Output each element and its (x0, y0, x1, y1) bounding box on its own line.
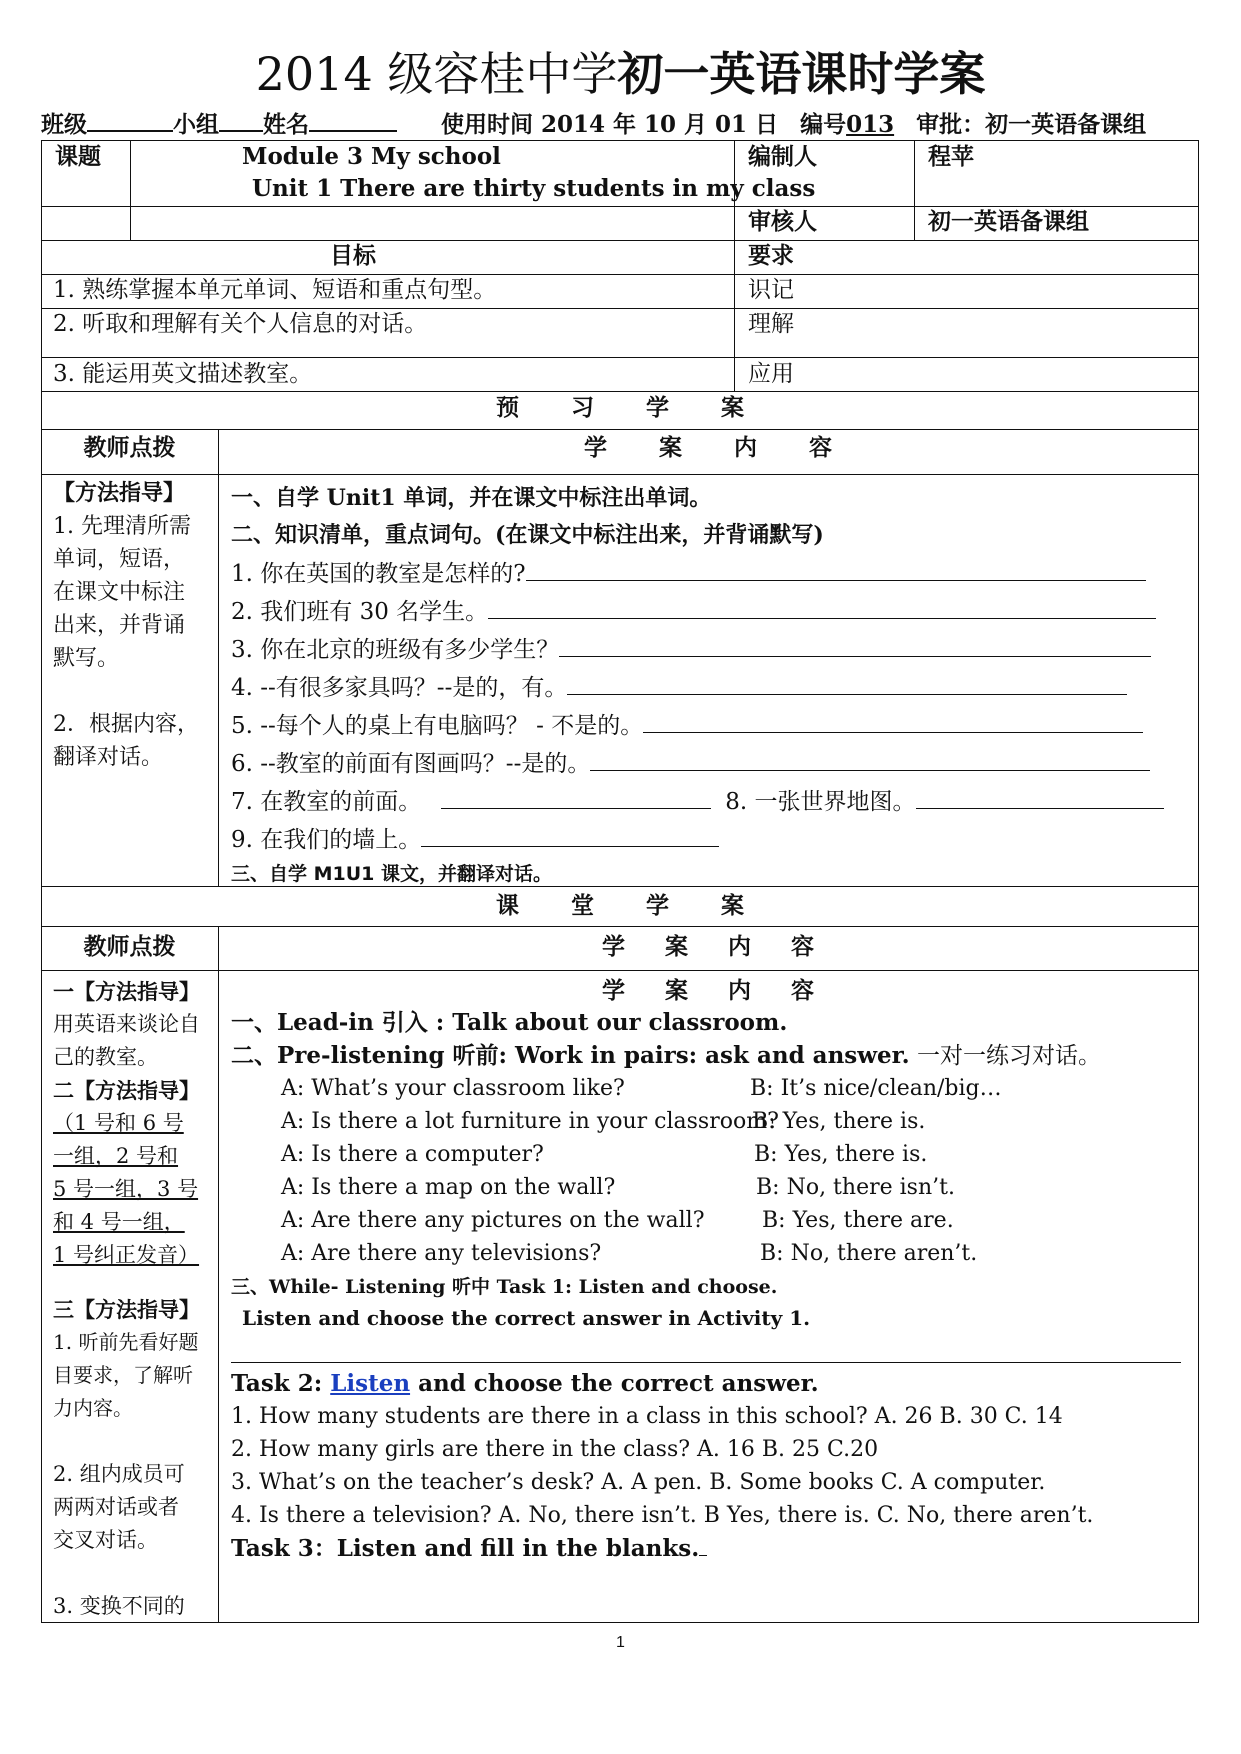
group-field[interactable] (219, 106, 263, 132)
dialog-2-a: A: Is there a lot furniture in your classroom? (281, 1109, 779, 1134)
preview-q6: 6. --教室的前面有图画吗？--是的。 (231, 751, 591, 777)
while-listening-text: 三、While- Listening 听中 Task 1: Listen and choose. (231, 1276, 778, 1298)
classroom-method-3g: 交叉对话。 (53, 1528, 158, 1552)
question-4: 4. Is there a television? A. No, there isn’t. B Yes, there is. C. No, there aren’t. (231, 1503, 1094, 1528)
dialog-5-b: B: Yes, there are. (762, 1208, 954, 1233)
goal-label: 目标 (330, 242, 376, 269)
dialog-1-b: B: It’s nice/clean/big… (750, 1076, 1002, 1101)
preview-q7: 7. 在教室的前面。 (231, 789, 422, 815)
reviewer-value: 初一英语备课组 (928, 208, 1089, 235)
preview-method-7: 2．根据内容， (53, 712, 199, 737)
classroom-method-2b: 一组，2 号和 (53, 1144, 179, 1168)
listen-link[interactable]: Listen (330, 1370, 411, 1397)
classroom-method-1b: 己的教室。 (53, 1045, 158, 1069)
name-field[interactable] (309, 106, 397, 132)
preview-q7-row (231, 786, 1164, 818)
dialog-6-b: B: No, there aren’t. (760, 1241, 978, 1266)
topic-label: 课题 (55, 143, 101, 170)
goal-3: 3. 能运用英文描述教室。 (53, 361, 313, 387)
preview-q1-blank[interactable] (526, 558, 1146, 581)
dialog-2-b: B: Yes, there is. (752, 1109, 926, 1134)
preview-q5-row (231, 710, 1143, 742)
preview-q1: 1. 你在英国的教室是怎样的? (231, 561, 526, 587)
preview-q5-blank[interactable] (643, 710, 1143, 733)
dialog-4-b: B: No, there isn’t. (756, 1175, 955, 1200)
author-value: 程苹 (928, 143, 974, 170)
preview-q9-blank[interactable] (421, 824, 719, 847)
classroom-method-2d: 和 4 号一组， (53, 1210, 185, 1234)
preview-method-2: 单词，短语， (53, 547, 186, 572)
class-field[interactable] (87, 106, 173, 132)
goal-1: 1. 熟练掌握本单元单词、短语和重点句型。 (53, 277, 497, 303)
preview-q4-row (231, 672, 1127, 704)
while-listening-instruction: Listen and choose the correct answer in Activity 1. (242, 1306, 811, 1330)
classroom-method-2a: （1 号和 6 号 (53, 1111, 184, 1135)
dialog-6-a: A: Are there any televisions? (281, 1241, 602, 1266)
classroom-method-3c: 力内容。 (53, 1396, 133, 1420)
goal-1-req: 识记 (748, 277, 794, 303)
classroom-method-heading-1: 一【方法指导】 (53, 979, 200, 1004)
preview-q8-blank[interactable] (916, 786, 1164, 809)
classroom-method-3f: 两两对话或者 (53, 1495, 179, 1519)
approval-text: 审批：初一英语备课组 (916, 111, 1147, 138)
preview-item-3: 三、自学 M1U1 课文，并翻译对话。 (231, 863, 553, 885)
author-label: 编制人 (748, 143, 817, 170)
preview-teacher-label: 教师点拨 (83, 434, 176, 461)
answer-line[interactable] (231, 1362, 1181, 1363)
group-label: 小组 (173, 111, 219, 138)
classroom-method-3i: 3. 变换不同的 (53, 1594, 185, 1618)
preview-q6-row (231, 748, 1150, 780)
preview-method-4: 出来，并背诵 (53, 613, 186, 638)
dialog-3-b: B: Yes, there is. (754, 1142, 928, 1167)
classroom-method-1a: 用英语来谈论自 (53, 1012, 200, 1036)
topic-line-1: Module 3 My school (242, 143, 501, 170)
dialog-1-a: A: What’s your classroom like? (281, 1076, 625, 1101)
classroom-method-3a: 1. 听前先看好题 (53, 1330, 199, 1354)
name-label: 姓名 (263, 111, 309, 138)
preview-method-3: 在课文中标注 (53, 580, 186, 605)
preview-method-8: 翻译对话。 (53, 745, 164, 770)
preview-q3: 3. 你在北京的班级有多少学生？ (231, 637, 560, 663)
dialog-5-a: A: Are there any pictures on the wall? (281, 1208, 705, 1233)
goal-3-req: 应用 (748, 361, 794, 387)
classroom-method-2c: 5 号一组，3 号 (53, 1177, 199, 1201)
preview-q4: 4. --有很多家具吗？--是的，有。 (231, 675, 568, 701)
preview-method-heading: 【方法指导】 (53, 480, 186, 506)
class-label: 班级 (41, 111, 87, 138)
question-3: 3. What’s on the teacher’s desk? A. A pen. B. Some books C. A computer. (231, 1470, 1046, 1495)
classroom-content-label: 学案内容 (602, 933, 854, 960)
classroom-method-3e: 2. 组内成员可 (53, 1462, 185, 1486)
dialog-3-a: A: Is there a computer? (281, 1142, 544, 1167)
page-title: 2014 级容桂中学初一英语课时学案 (255, 47, 986, 101)
preview-content-label: 学案内容 (584, 434, 884, 461)
goal-2: 2. 听取和理解有关个人信息的对话。 (53, 311, 428, 337)
preview-q3-blank[interactable] (559, 634, 1151, 657)
preview-q2: 2. 我们班有 30 名学生。 (231, 599, 489, 625)
reviewer-label: 审核人 (748, 208, 817, 235)
preview-item-2: 二、知识清单，重点词句。(在课文中标注出来，并背诵默写) (231, 522, 824, 548)
preview-q3-row (231, 634, 1151, 666)
preview-q6-blank[interactable] (590, 748, 1150, 771)
preview-item-1: 一、自学 Unit1 单词，并在课文中标注出单词。 (231, 485, 712, 511)
preview-q2-blank[interactable] (488, 596, 1156, 619)
preview-q8: 8. 一张世界地图。 (725, 789, 916, 815)
question-1: 1. How many students are there in a class in this school? A. 26 B. 30 C. 14 (231, 1404, 1063, 1429)
topic-line-2: Unit 1 There are thirty students in my class (252, 175, 816, 202)
classroom-teacher-label: 教师点拨 (83, 933, 176, 960)
pre-listening-text: 二、Pre-listening 听前: Work in pairs: ask and answer. (231, 1042, 910, 1069)
task-2-heading: Task 2: Listen and choose the correct answer. (231, 1370, 819, 1397)
preview-method-5: 默写。 (53, 646, 120, 671)
pre-listening-note: 一对一练习对话。 (917, 1043, 1101, 1069)
classroom-method-heading-2: 二【方法指导】 (53, 1078, 200, 1103)
number-value: 013 (846, 111, 895, 138)
goal-2-req: 理解 (748, 311, 794, 337)
number-label: 编号 (800, 111, 847, 138)
dialog-4-a: A: Is there a map on the wall? (281, 1175, 616, 1200)
lead-in-text: 一、Lead-in 引入 : Talk about our classroom. (231, 1009, 788, 1036)
preview-q4-blank[interactable] (567, 672, 1127, 695)
preview-q2-row (231, 596, 1156, 628)
preview-method-1: 1. 先理清所需 (53, 514, 191, 539)
classroom-method-3b: 目要求，了解听 (53, 1363, 193, 1387)
pre-listening-row (231, 1040, 1101, 1072)
preview-q5: 5. --每个人的桌上有电脑吗？ - 不是的。 (231, 713, 644, 739)
date-text: 使用时间 2014 年 10 月 01 日 (441, 111, 779, 138)
classroom-inner-label: 学案内容 (602, 977, 854, 1004)
preview-q9: 9. 在我们的墙上。 (231, 827, 422, 853)
page-number: 1 (616, 1634, 625, 1651)
info-line (41, 106, 1146, 142)
classroom-method-2e: 1 号纠正发音） (53, 1243, 200, 1267)
classroom-section-title: 课堂学案 (496, 892, 796, 919)
requirement-label: 要求 (748, 242, 794, 269)
preview-q1-row (231, 558, 1146, 590)
task-3-heading: Task 3：Listen and fill in the blanks. (231, 1533, 707, 1565)
preview-section-title: 预习学案 (496, 394, 796, 421)
question-2: 2. How many girls are there in the class? A. 16 B. 25 C.20 (231, 1437, 879, 1462)
classroom-method-heading-3: 三【方法指导】 (53, 1297, 200, 1322)
preview-q7-blank[interactable] (441, 786, 711, 809)
preview-q9-row (231, 824, 719, 856)
